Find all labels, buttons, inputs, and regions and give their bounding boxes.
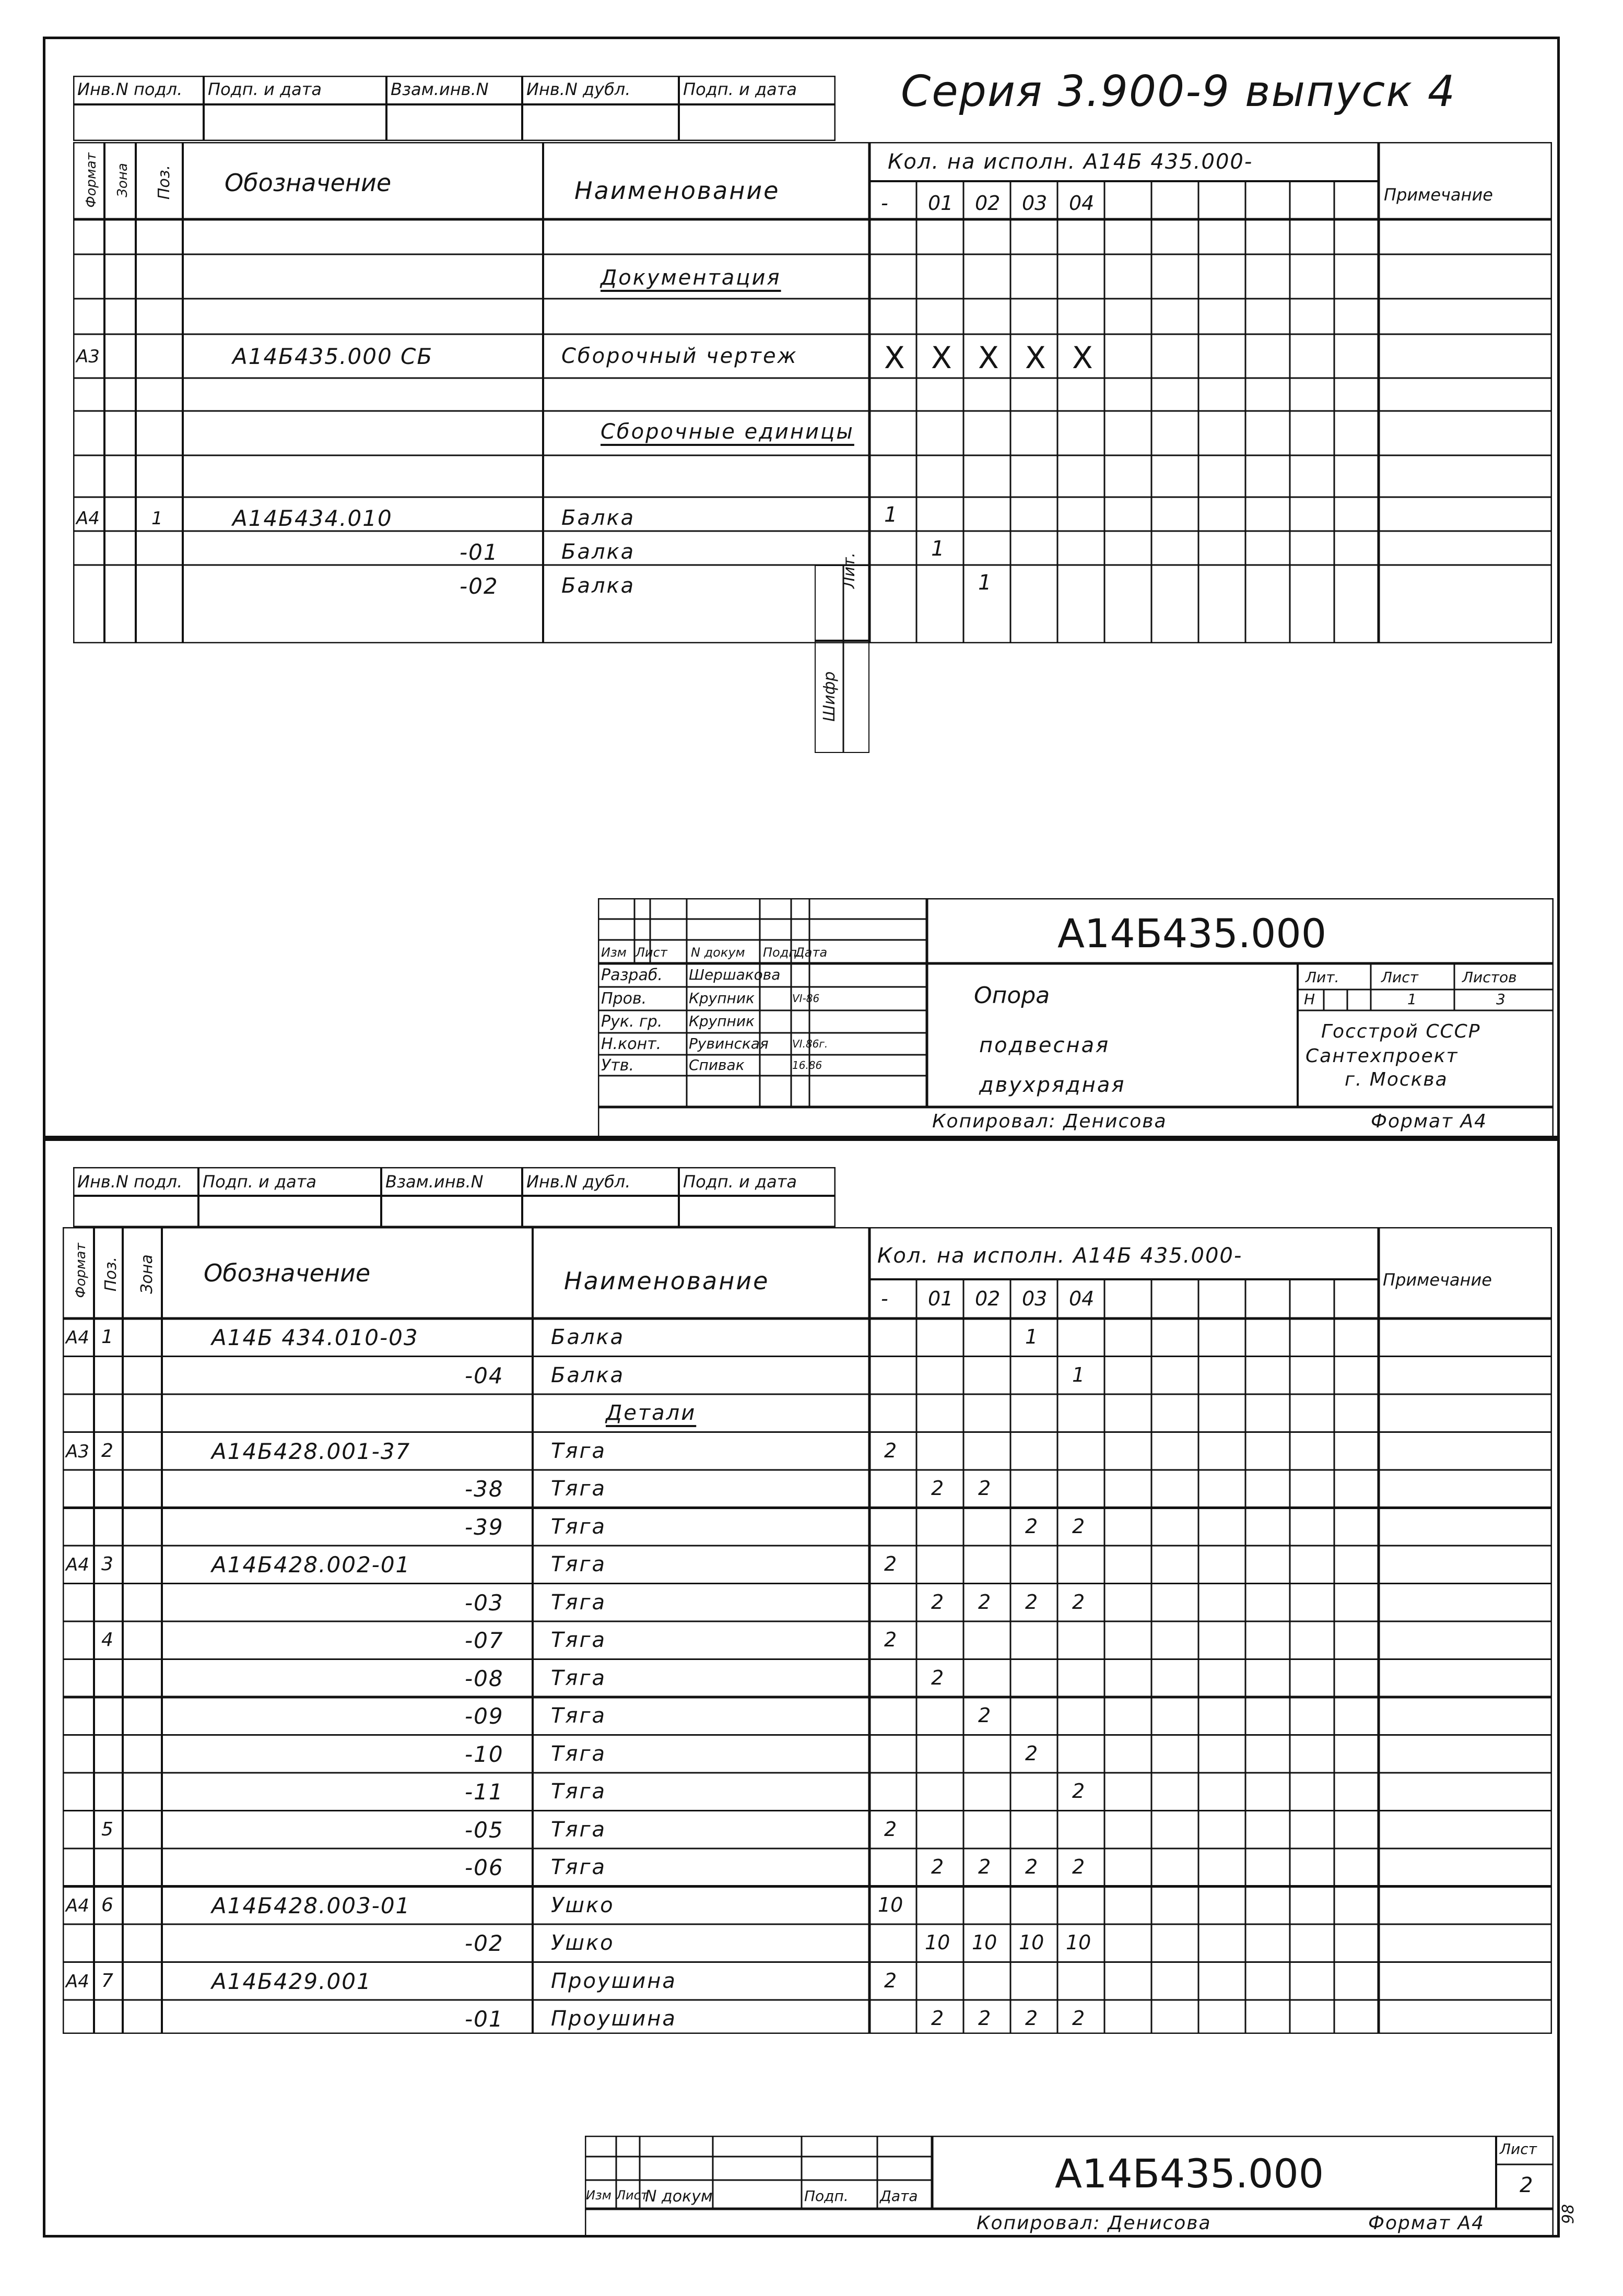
sheet2-row-qty: 2	[884, 1969, 897, 1992]
sheet1-col-pos: Поз.	[155, 164, 174, 200]
sheet1-izm-label-0: Изм	[601, 945, 627, 960]
sheet2-doc-number: А14Б435.000	[1055, 2150, 1324, 2197]
sheet2-row-name: Проушина	[551, 1969, 677, 1993]
sheet1-role-date: 16.86	[792, 1059, 822, 1072]
sheet1-row-qty: X	[978, 340, 999, 375]
sheet2-row-qty: 2	[978, 1590, 991, 1614]
sheet1-role-label: Разраб.	[601, 966, 663, 984]
sheet1-izm-label-1: Лист	[636, 945, 667, 960]
sheet2-row-qty: 2	[978, 2007, 991, 2030]
sheet2-col-qty: Кол. на исполн. А14Б 435.000-	[877, 1244, 1243, 1268]
sheet2-col-format: Формат	[73, 1243, 89, 1298]
sheet2-row-designation: -39	[465, 1514, 504, 1540]
sheet2-row-name: Проушина	[551, 2007, 677, 2031]
sheet2-izm-label-0: Изм	[586, 2188, 611, 2203]
sheet2-row-qty: 10	[925, 1931, 950, 1954]
sheet2-row-qty: 2	[1025, 1590, 1038, 1614]
sheet1-variant-header: -	[881, 192, 888, 215]
sheet2-row-designation: -04	[465, 1362, 504, 1388]
sheet1-row-name: Сборочные единицы	[601, 420, 854, 444]
sheet1-row-qty: 1	[931, 537, 945, 561]
sheet2-stamp-label-4: Подп. и дата	[683, 1172, 797, 1192]
sheet2-row-designation: -06	[465, 1855, 504, 1880]
sheet2-row-designation: А14Б429.001	[211, 1968, 372, 1994]
sheet2-row-name: Тяга	[551, 1704, 607, 1728]
sheet1-org-2: г. Москва	[1345, 1069, 1448, 1090]
sheet2-row-qty: 2	[931, 1855, 944, 1878]
sheet2-izm-label-4: Дата	[880, 2187, 918, 2205]
sheet2-row-name: Тяга	[551, 1628, 607, 1652]
sheet1-row-qty: X	[884, 340, 905, 375]
sheet2-row-pos: 6	[101, 1894, 113, 1916]
sheet2-row-name: Тяга	[551, 1439, 607, 1463]
sheet2-row-qty: 2	[1072, 1855, 1085, 1878]
sheet1-item-name-1: подвесная	[979, 1033, 1110, 1057]
sheet2-row-designation: -11	[465, 1779, 504, 1805]
sheet1-table-lines	[73, 142, 1552, 643]
sheet2-variant-header: 03	[1022, 1287, 1048, 1310]
sheet2-row-format: А3	[66, 1441, 89, 1462]
sheet1-col-designation: Обозначение	[225, 169, 392, 197]
sheet1-variant-header: 01	[928, 192, 954, 215]
sheet2-row-designation: -10	[465, 1741, 504, 1767]
sheet2-row-qty: 1	[1072, 1363, 1085, 1386]
sheet2-row-qty: 2	[1025, 1514, 1038, 1538]
sheet2-row-name: Тяга	[551, 1514, 607, 1539]
sheet1-copied: Копировал: Денисова	[932, 1111, 1167, 1132]
sheet2-row-name: Тяга	[551, 1855, 607, 1879]
sheet1-role-person: Крупник	[689, 990, 755, 1007]
sheet1-row-designation: -02	[460, 573, 499, 599]
sheet2-row-qty: 10	[878, 1893, 903, 1916]
sheet2-row-qty: 2	[884, 1439, 897, 1462]
sheet2-row-designation: -08	[465, 1665, 504, 1691]
sheet1-code-label: Шифр	[820, 671, 839, 722]
sheet1-col-zone: Зона	[114, 163, 131, 197]
sheet1-role-person: Шершакова	[689, 966, 781, 983]
sheet2-row-designation: А14Б428.002-01	[211, 1552, 411, 1577]
sheet1-row-name: Балка	[561, 574, 636, 598]
sheet2-row-pos: 3	[101, 1553, 113, 1575]
sheet1-sheet-header: Лист	[1381, 969, 1418, 986]
sheet2-row-qty: 1	[1025, 1325, 1038, 1348]
sheet2-row-qty: 2	[1025, 1741, 1038, 1765]
sheet1-variant-header: 02	[975, 192, 1001, 215]
sheet2-col-zone: Зона	[137, 1254, 156, 1294]
sheet1-row-qty: X	[1072, 340, 1093, 375]
sheet2-side-number: 98	[1559, 2204, 1578, 2224]
sheet1-lit-header: Лит.	[1306, 969, 1339, 986]
sheet2-row-pos: 4	[101, 1629, 113, 1651]
sheet2-stamp-label-2: Взам.инв.N	[385, 1172, 484, 1192]
sheet2-stamp-strip	[73, 1167, 836, 1227]
sheet2-row-name: Тяга	[551, 1780, 607, 1804]
sheet2-variant-header: 02	[975, 1287, 1001, 1310]
sheet1-item-name-2: двухрядная	[979, 1073, 1126, 1097]
sheet1-izm-label-2: N докум	[691, 945, 745, 960]
sheet2-row-format: А4	[66, 1555, 89, 1575]
sheet2-row-qty: 10	[1019, 1931, 1044, 1954]
sheet1-variant-header: 03	[1022, 192, 1048, 215]
sheet1-row-qty: X	[931, 340, 952, 375]
sheet2-row-designation: А14Б428.001-37	[211, 1438, 411, 1464]
sheet2-row-name: Балка	[551, 1363, 625, 1387]
sheet1-format: Формат А4	[1371, 1111, 1488, 1132]
sheet2-row-qty: 2	[931, 1666, 944, 1689]
sheet2-sheet-header: Лист	[1500, 2140, 1537, 2158]
sheet1-lit-code-lines	[815, 565, 869, 753]
sheet1-col-format: Формат	[83, 152, 99, 208]
sheet2-row-name: Балка	[551, 1325, 625, 1349]
sheet1-row-name: Документация	[601, 266, 781, 290]
sheet2-row-qty: 2	[1025, 2007, 1038, 2030]
sheet1-row-qty: 1	[978, 571, 992, 595]
sheet2-izm-label-1: Лист	[616, 2188, 648, 2203]
sheet2-row-qty: 2	[1025, 1855, 1038, 1878]
sheet2-row-qty: 2	[1072, 1590, 1085, 1614]
sheet1-sheets-header: Листов	[1462, 969, 1517, 986]
sheet2-row-name: Тяга	[551, 1477, 607, 1501]
sheet1-sheets-value: 3	[1496, 991, 1506, 1008]
sheet2-row-format: А4	[66, 1327, 89, 1348]
sheet1-stamp-label-0: Инв.N подл.	[77, 79, 183, 99]
sheet2-row-format: А4	[66, 1971, 89, 1992]
sheet1-stamp-strip	[73, 76, 836, 141]
sheet2-row-name: Тяга	[551, 1741, 607, 1766]
sheet1-row-format: А3	[76, 346, 100, 367]
sheet1-stamp-label-3: Инв.N дубл.	[526, 79, 631, 99]
sheet2-col-name: Наименование	[564, 1267, 770, 1295]
sheet2-row-designation: А14Б 434.010-03	[211, 1325, 419, 1350]
sheet2-variant-header: -	[881, 1287, 888, 1310]
sheet1-role-person: Спивак	[689, 1056, 745, 1074]
sheet1-variant-header: 04	[1069, 192, 1095, 215]
sheet2-row-qty: 2	[931, 2007, 944, 2030]
sheet1-row-format: А4	[76, 508, 100, 529]
sheet2-row-qty: 2	[931, 1590, 944, 1614]
sheet2-row-qty: 2	[1072, 2007, 1085, 2030]
sheet2-row-qty: 2	[1072, 1780, 1085, 1803]
sheet2-col-pos: Поз.	[102, 1256, 121, 1292]
sheet1-col-note: Примечание	[1384, 185, 1493, 205]
sheet2-row-name: Тяга	[551, 1552, 607, 1576]
sheet2-row-designation: А14Б428.003-01	[211, 1892, 411, 1918]
sheet1-role-label: Пров.	[601, 990, 647, 1008]
sheet1-item-name-0: Опора	[974, 982, 1050, 1009]
sheet2-izm-label-2: N докум	[645, 2187, 713, 2206]
sheet2-row-name: Тяга	[551, 1817, 607, 1842]
sheet2-row-pos: 7	[101, 1970, 113, 1992]
sheet2-row-pos: 2	[101, 1440, 113, 1462]
sheet1-row-designation: А14Б435.000 СБ	[232, 344, 433, 369]
sheet1-sheet-value: 1	[1407, 991, 1417, 1008]
sheet1-row-name: Балка	[561, 506, 636, 530]
sheet1-izm-label-3: Подп.	[763, 945, 801, 960]
sheet2-row-designation: -02	[465, 1930, 504, 1956]
sheet2-row-qty: 10	[1066, 1931, 1091, 1954]
sheet2-title-block	[585, 2136, 1554, 2238]
sheet2-izm-label-3: Подп.	[804, 2187, 849, 2205]
sheet2-variant-header: 04	[1069, 1287, 1095, 1310]
sheet1-doc-number: А14Б435.000	[1057, 910, 1327, 957]
sheet1-row-name: Балка	[561, 540, 636, 564]
sheet2-row-name: Ушко	[551, 1893, 615, 1917]
sheet1-stamp-label-4: Подп. и дата	[683, 79, 797, 99]
sheet1-izm-label-4: Дата	[795, 945, 828, 960]
sheet2-row-qty: 2	[978, 1704, 991, 1727]
sheet2-row-name: Тяга	[551, 1666, 607, 1690]
sheet2-format: Формат А4	[1368, 2212, 1485, 2234]
sheet2-row-designation: -07	[465, 1628, 504, 1653]
sheet2-row-designation: -38	[465, 1476, 504, 1502]
sheet2-row-name: Ушко	[551, 1931, 615, 1955]
sheet1-role-person: Рувинская	[689, 1035, 769, 1052]
sheet2-row-designation: -09	[465, 1703, 504, 1729]
sheet2-row-qty: 2	[1072, 1514, 1085, 1538]
sheet2-variant-header: 01	[928, 1287, 954, 1310]
sheet1-lit-value: Н	[1304, 991, 1315, 1008]
sheet2-col-note: Примечание	[1383, 1270, 1492, 1290]
sheet2-row-qty: 2	[978, 1477, 991, 1500]
sheet1-stamp-label-2: Взам.инв.N	[391, 79, 489, 99]
sheet1-role-label: Н.конт.	[601, 1035, 662, 1053]
sheet2-stamp-label-1: Подп. и дата	[203, 1172, 316, 1192]
sheet1-stamp-label-1: Подп. и дата	[208, 79, 322, 99]
sheet2-row-designation: -03	[465, 1589, 504, 1616]
sheet2-row-pos: 5	[101, 1818, 113, 1840]
sheet2-row-name: Детали	[606, 1401, 697, 1425]
sheet2-row-format: А4	[66, 1895, 89, 1916]
sheet1-row-designation: -01	[460, 539, 499, 565]
sheet2-row-qty: 2	[978, 1855, 991, 1878]
sheet1-row-qty: 1	[884, 503, 898, 527]
sheet1-role-label: Рук. гр.	[601, 1012, 663, 1031]
sheet1-org-0: Госстрой СССР	[1321, 1021, 1481, 1042]
sheet2-copied: Копировал: Денисова	[977, 2212, 1212, 2234]
sheet1-spec-table	[73, 142, 1552, 643]
sheet2-row-qty: 2	[884, 1552, 897, 1575]
sheet2-spec-table	[63, 1227, 1552, 2034]
sheet2-row-qty: 10	[972, 1931, 997, 1954]
sheet1-role-label: Утв.	[601, 1056, 634, 1075]
sheet1-row-qty: X	[1025, 340, 1046, 375]
sheet1-row-name: Сборочный чертеж	[561, 344, 798, 368]
sheet1-lit-label: Лит.	[840, 552, 858, 588]
sheet2-stamp-label-0: Инв.N подл.	[77, 1172, 183, 1192]
sheet1-title-block	[598, 898, 1554, 1138]
sheet2-col-designation: Обозначение	[204, 1259, 371, 1287]
sheet1-row-designation: А14Б434.010	[232, 505, 393, 531]
sheet2-row-qty: 2	[884, 1628, 897, 1651]
sheet1-lit-code	[815, 552, 869, 753]
sheet2-row-pos: 1	[101, 1326, 113, 1348]
sheet1-col-name: Наименование	[574, 176, 780, 205]
sheet2-row-designation: -05	[465, 1817, 504, 1843]
sheet2-row-designation: -01	[465, 2006, 504, 2032]
sheet1-role-date: VI-86	[792, 992, 820, 1005]
series-title: Серия 3.900-9 выпуск 4	[901, 67, 1456, 116]
sheet1-org-1: Сантехпроект	[1306, 1045, 1459, 1067]
sheet1-role-date: VI.86г.	[792, 1038, 828, 1050]
sheet1-row-pos: 1	[151, 508, 163, 529]
sheet2-row-name: Тяга	[551, 1590, 607, 1615]
sheet2-stamp-label-3: Инв.N дубл.	[526, 1172, 631, 1192]
sheet2-row-qty: 2	[931, 1477, 944, 1500]
sheet1-role-person: Крупник	[689, 1012, 755, 1030]
sheet2-sheet-value: 2	[1520, 2173, 1533, 2197]
sheet1-col-qty: Кол. на исполн. А14Б 435.000-	[888, 150, 1253, 174]
sheet2-row-qty: 2	[884, 1817, 897, 1841]
